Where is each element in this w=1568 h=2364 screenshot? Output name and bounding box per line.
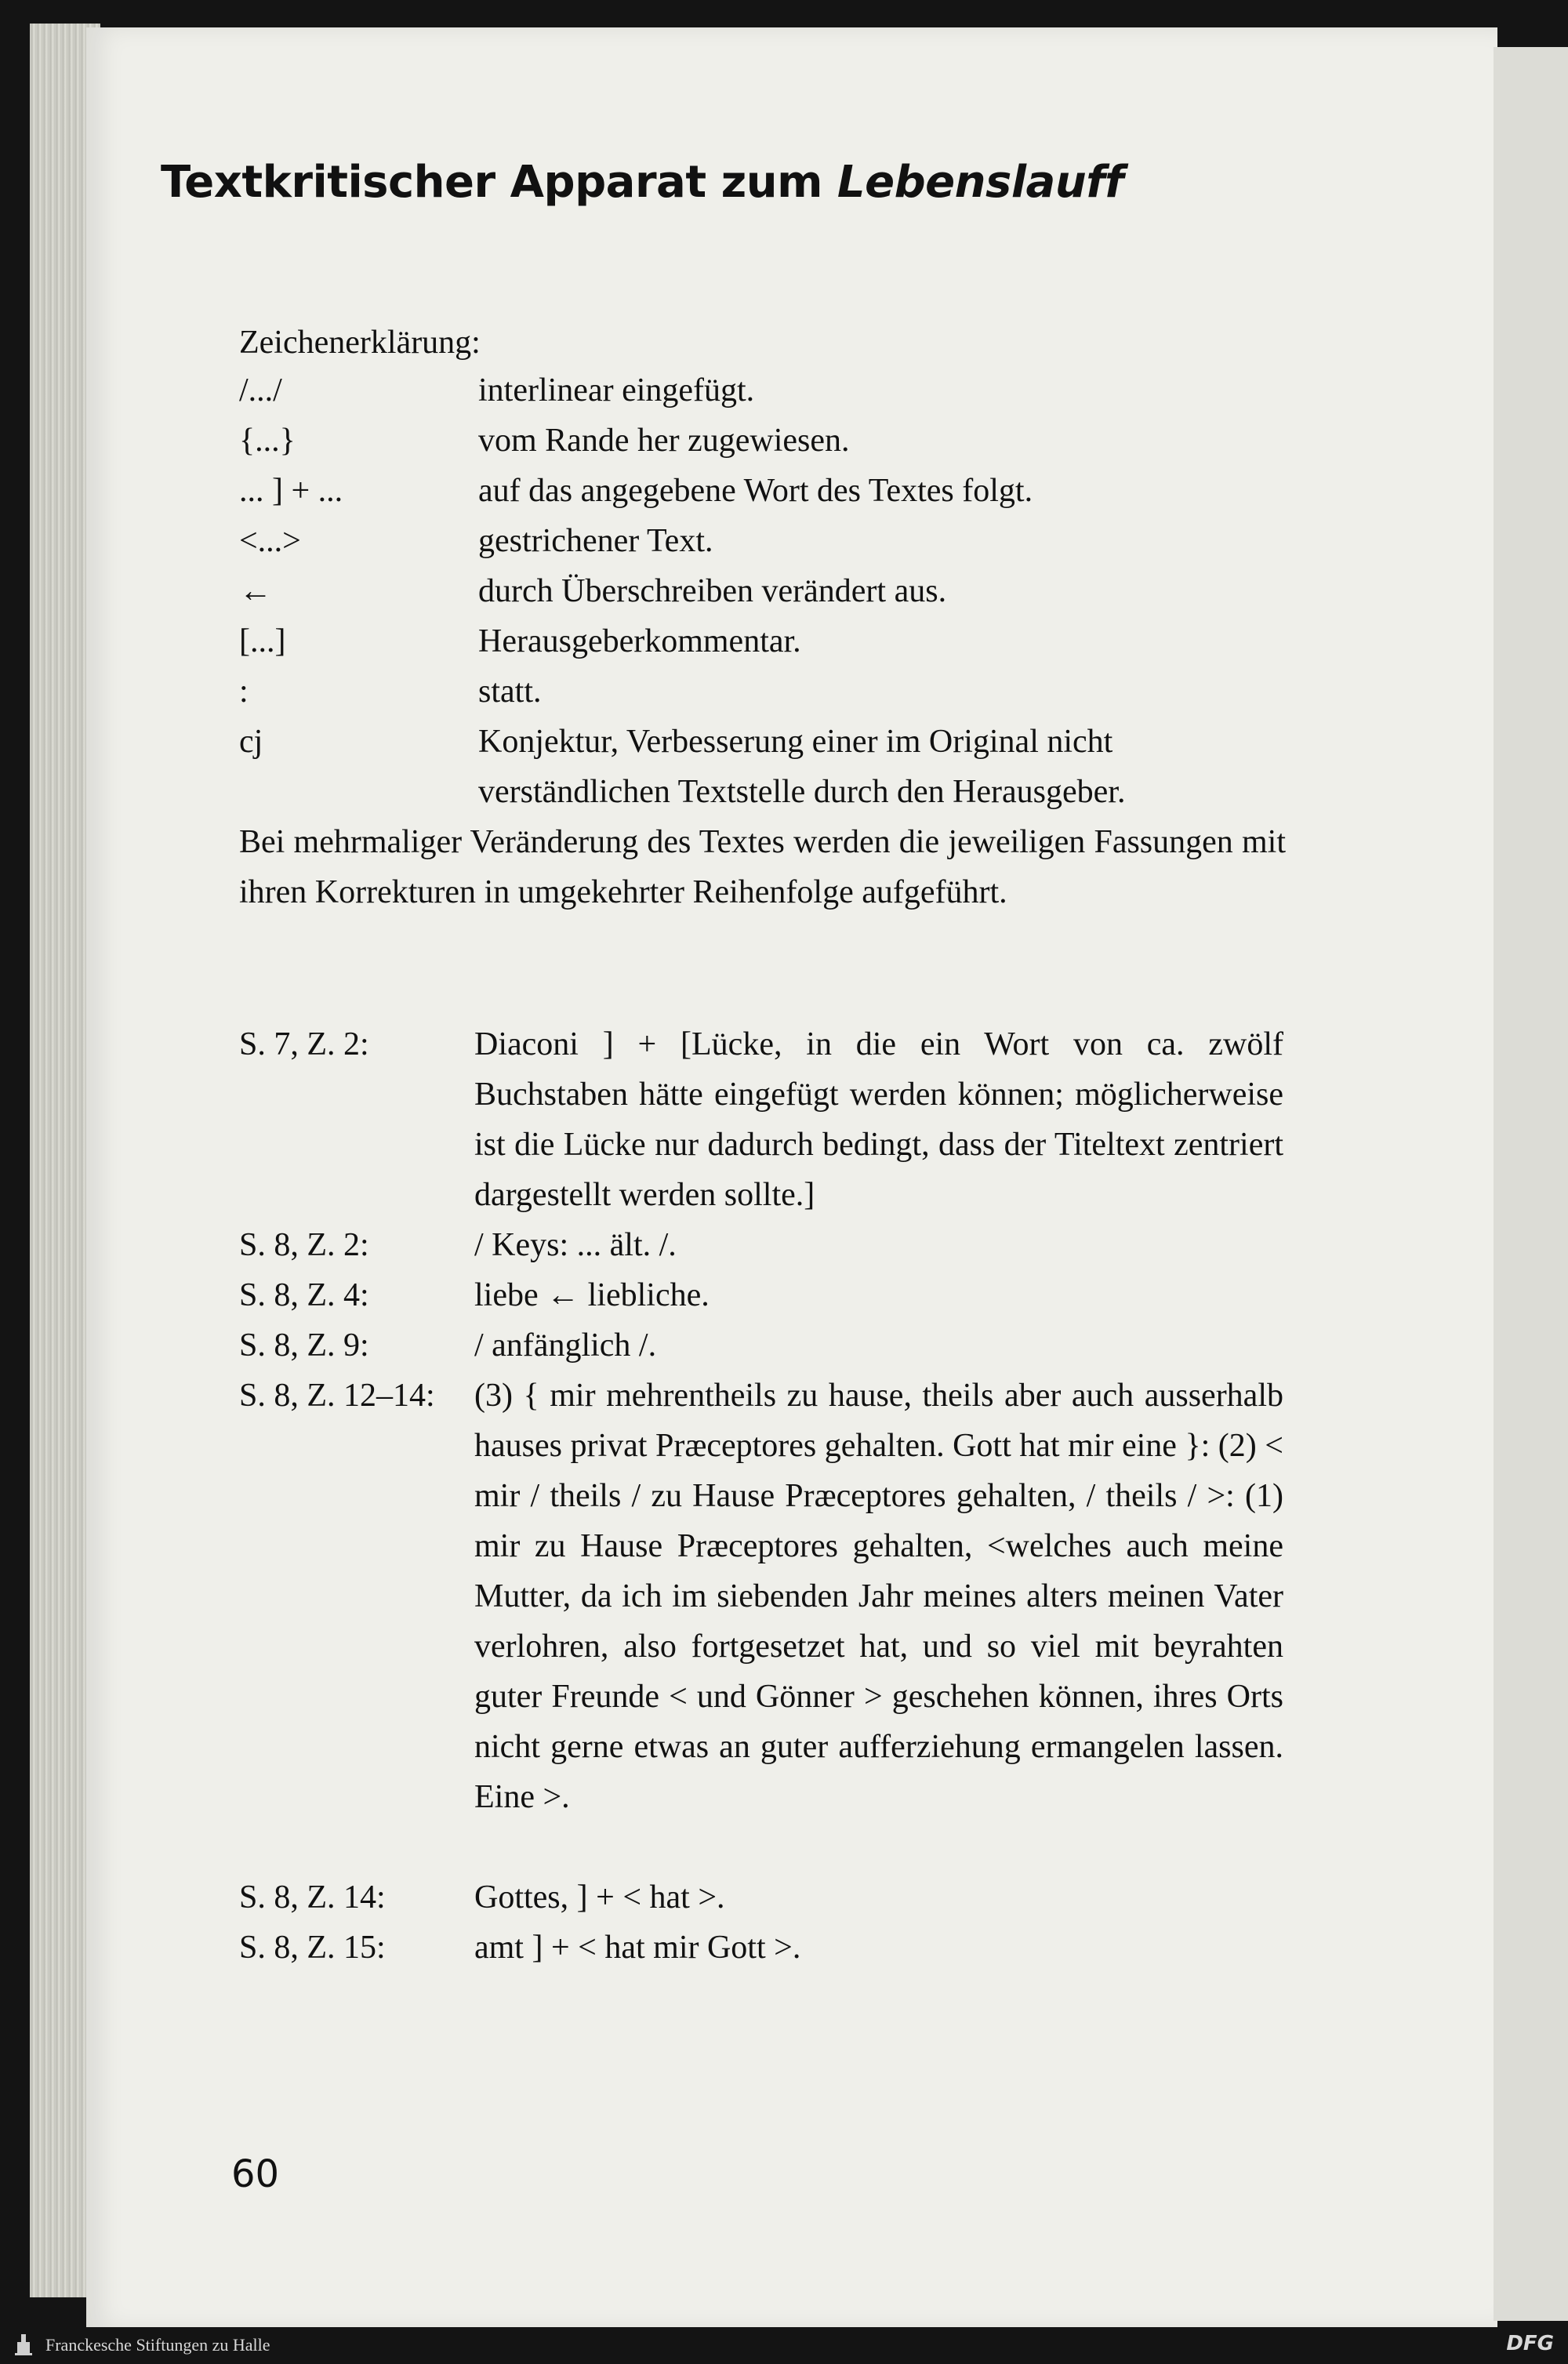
legend-value: Herausgeberkommentar. [478,623,801,659]
legend-key: [...] [239,623,286,659]
entry-reference: S. 8, Z. 12–14: [239,1378,435,1414]
legend-key: {...} [239,423,296,459]
legend-key: /.../ [239,372,282,409]
entry-text: amt ] + < hat mir Gott >. [474,1930,801,1966]
institution-logo-icon [13,2333,34,2356]
legend-title: Zeichenerklärung: [239,325,481,361]
entry-reference: S. 8, Z. 9: [239,1327,369,1364]
legend-key: ... ] + ... [239,473,343,509]
legend-key: : [239,674,249,710]
legend-key: <...> [239,523,301,559]
heading-italic: Lebenslauff [837,157,1123,208]
legend-value-continuation: verständlichen Textstelle durch den Herausgeber. [478,774,1126,810]
page-heading [161,157,1123,208]
entry-text: Gottes, ] + < hat >. [474,1879,725,1916]
entry-text: Diaconi ] + [Lücke, in die ein Wort von ca. zwölf Buchstaben hätte eingefügt werden können; möglicherweise ist die Lücke nur dadurch bedingt, dass der Titeltext zentriert dargestellt werden sollte.] [474,1026,1283,1213]
entry-text: (3) { mir mehrentheils zu hause, theils aber auch ausserhalb hauses privat Præceptores gehalten. Gott hat mir eine }: (2) < mir / theils / zu Hause Præceptores gehalten, / theils / >: (1) mir zu Hause Præceptores gehalten, <welches auch meine Mutter, da ich im siebenden Jahr meines alters meinen Vater verlohren, also fortgesetzet hat, und so viel mit beyrahten guter Freunde < und Gönner > geschehen können, ihres Orts nicht gerne etwas an guter aufferziehung ermangelen lassen. Eine >. [474,1378,1283,1815]
note-paragraph: Bei mehrmaliger Veränderung des Textes werden die jeweiligen Fassungen mit ihren Korrekturen in umgekehrter Reihenfolge aufgeführt. [239,824,1286,910]
entry-text: liebe ← liebliche. [474,1277,710,1313]
adjacent-page [1494,47,1568,2321]
legend-value: vom Rande her zugewiesen. [478,423,850,459]
legend-key: ← [239,573,272,609]
legend-value: statt. [478,674,542,710]
dfg-mark: DFG [1506,2332,1554,2355]
entry-reference: S. 8, Z. 2: [239,1227,369,1263]
entry-reference: S. 8, Z. 15: [239,1930,386,1966]
heading-main: Textkritischer Apparat zum [161,157,837,208]
legend-value: interlinear eingefügt. [478,372,755,409]
legend-key: cj [239,724,263,760]
entry-text: / Keys: ... ält. /. [474,1227,677,1263]
entry-text: / anfänglich /. [474,1327,657,1364]
legend-value: auf das angegebene Wort des Textes folgt. [478,473,1033,509]
entry-reference: S. 8, Z. 4: [239,1277,369,1313]
legend-value: gestrichener Text. [478,523,713,559]
legend-value: durch Überschreiben verändert aus. [478,573,947,609]
entry-reference: S. 7, Z. 2: [239,1026,369,1062]
legend-value: Konjektur, Verbesserung einer im Original nicht [478,724,1113,760]
entry-reference: S. 8, Z. 14: [239,1879,386,1916]
institution-name: Franckesche Stiftungen zu Halle [45,2335,270,2355]
page-number: 60 [231,2152,280,2196]
